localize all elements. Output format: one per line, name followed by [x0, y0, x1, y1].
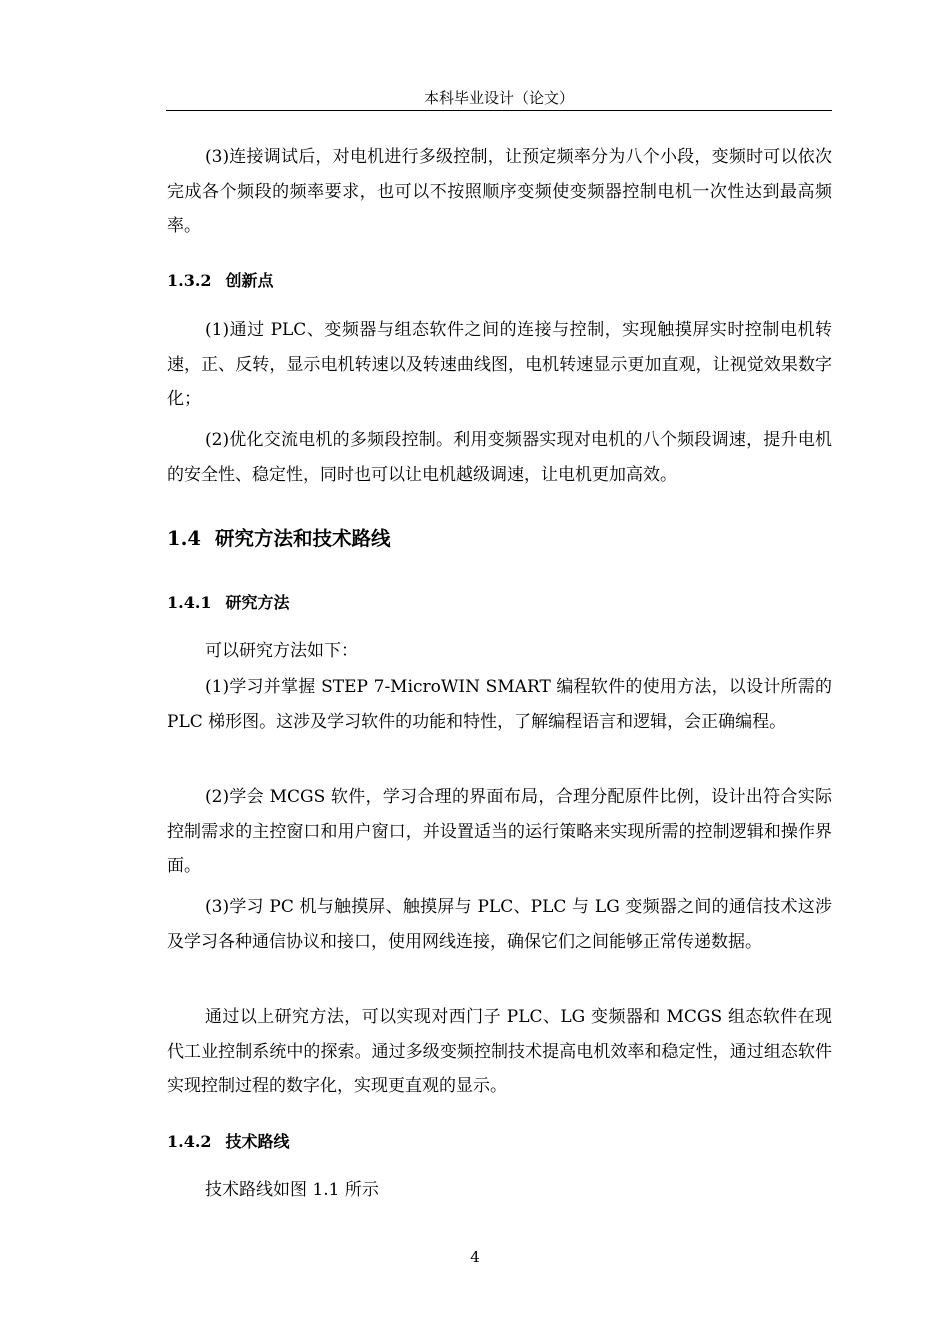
paragraph-3-debug-control: (3)连接调试后，对电机进行多级控制，让预定频率分为八个小段，变频时可以依次完成各个频段的频率要求，也可以不按照顺序变频使变频器控制电机一次性达到最高频率。	[167, 147, 832, 236]
paragraph-methods-intro: 可以研究方法如下：	[205, 641, 358, 661]
section-number: 1.4.2	[167, 1132, 212, 1151]
page-number: 4	[470, 1248, 480, 1266]
section-number: 1.4	[167, 527, 201, 550]
paragraph-tech-route: 技术路线如图 1.1 所示	[205, 1180, 379, 1200]
paragraph-innovation-2: (2)优化交流电机的多频段控制。利用变频器实现对电机的八个频段调速，提升电机的安全性、稳定性，同时也可以让电机越级调速，让电机更加高效。	[167, 430, 832, 485]
section-number: 1.4.1	[167, 593, 212, 612]
section-heading-1-4-1	[167, 592, 290, 614]
paragraph-method-1: (1)学习并掌握 STEP 7-MicroWIN SMART 编程软件的使用方法，以设计所需的 PLC 梯形图。这涉及学习软件的功能和特性，了解编程语言和逻辑，会正确编程。	[167, 677, 832, 732]
section-title: 技术路线	[225, 1132, 290, 1151]
paragraph-methods-summary: 通过以上研究方法，可以实现对西门子 PLC、LG 变频器和 MCGS 组态软件在现代工业控制系统中的探索。通过多级变频控制技术提高电机效率和稳定性，通过组态软件实现控制过程的数字化，实现更直观的显示。	[167, 1007, 832, 1096]
section-heading-1-4	[167, 526, 390, 552]
section-title: 创新点	[225, 271, 274, 290]
section-number: 1.3.2	[167, 271, 212, 290]
section-heading-1-4-2	[167, 1131, 290, 1153]
running-header: 本科毕业设计（论文）	[423, 89, 574, 107]
header-rule	[166, 110, 832, 111]
paragraph-method-2: (2)学会 MCGS 软件，学习合理的界面布局，合理分配原件比例，设计出符合实际控制需求的主控窗口和用户窗口，并设置适当的运行策略来实现所需的控制逻辑和操作界面。	[167, 787, 832, 876]
section-title: 研究方法和技术路线	[214, 527, 391, 550]
paragraph-method-3: (3)学习 PC 机与触摸屏、触摸屏与 PLC、PLC 与 LG 变频器之间的通信技术这涉及学习各种通信协议和接口，使用网线连接，确保它们之间能够正常传递数据。	[167, 897, 832, 952]
section-title: 研究方法	[225, 593, 290, 612]
section-heading-1-3-2	[167, 270, 274, 292]
paragraph-innovation-1: (1)通过 PLC、变频器与组态软件之间的连接与控制，实现触摸屏实时控制电机转速，正、反转，显示电机转速以及转速曲线图，电机转速显示更加直观，让视觉效果数字化；	[167, 320, 832, 409]
